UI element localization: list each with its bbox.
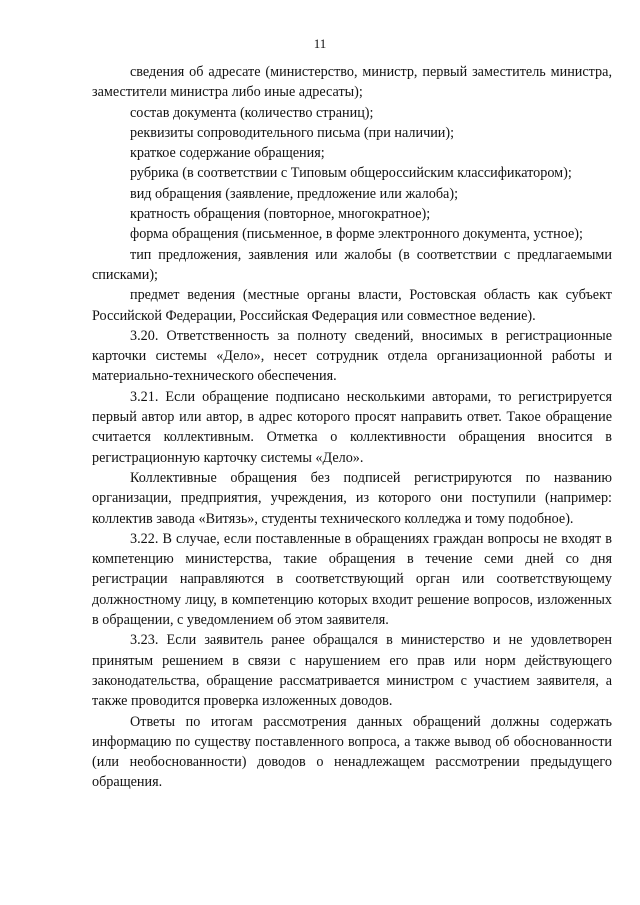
paragraph-collective-appeals: Коллективные обращения без подписей регистрируются по названию организации, предприятия, учреждения, из которого они поступили (например: коллектив завода «Витязь», студенты технического колледжа и тому подобное). [92, 469, 612, 527]
paragraph-3-22: 3.22. В случае, если поставленные в обращениях граждан вопросы не входят в компетенцию министерства, такие обращения в течение семи дней со дня регистрации направляются в соответствующий орган или соответствующему должностному лицу, в компетенцию которых входит решение вопросов, изложенных в обращении, с уведомлением об этом заявителя. [92, 530, 612, 629]
paragraph-appeal-kind: вид обращения (заявление, предложение или жалоба); [130, 185, 459, 202]
paragraph-3-20: 3.20. Ответственность за полноту сведений, вносимых в регистрационные карточки системы «Дело», несет сотрудник отдела организационной работы и материально-технического обеспечения. [92, 327, 612, 385]
paragraph-jurisdiction: предмет ведения (местные органы власти, Ростовская область как субъект Российской Федерации, Российская Федерация или совместное ведение). [92, 287, 612, 324]
paragraph-document-composition: состав документа (количество страниц); [130, 104, 374, 121]
paragraph-responses: Ответы по итогам рассмотрения данных обращений должны содержать информацию по существу поставленного вопроса, а также вывод об обоснованности (или необоснованности) доводов о ненадлежащем рассмотрении предыдущего обращения. [92, 713, 612, 791]
paragraph-summary: краткое содержание обращения; [130, 145, 325, 162]
paragraph-3-21: 3.21. Если обращение подписано несколькими авторами, то регистрируется первый автор или автор, в адрес которого просят направить ответ. Такое обращение считается коллективным. Отметка о коллективности обращения вносится в регистрационную карточку системы «Дело». [92, 388, 612, 466]
page-number: 11 [313, 36, 327, 51]
paragraph-appeal-multiplicity: кратность обращения (повторное, многократное); [130, 206, 431, 223]
paragraph-cover-letter-details: реквизиты сопроводительного письма (при наличии); [130, 124, 455, 141]
paragraph-appeal-form: форма обращения (письменное, в форме электронного документа, устное); [130, 226, 583, 243]
paragraph-3-23: 3.23. Если заявитель ранее обращался в министерство и не удовлетворен принятым решением в связи с нарушением его прав или норм действующего законодательства, обращение рассматривается министром с участием заявителя, а также проводится проверка изложенных доводов. [92, 632, 612, 710]
document-body [92, 62, 612, 793]
paragraph-proposal-type: тип предложения, заявления или жалобы (в соответствии с предлагаемыми списками); [92, 246, 612, 283]
paragraph-addressee-info: сведения об адресате (министерство, министр, первый заместитель министра, заместители министра либо иные адресаты); [92, 64, 612, 101]
paragraph-rubric: рубрика (в соответствии с Типовым общероссийским классификатором); [130, 165, 572, 182]
